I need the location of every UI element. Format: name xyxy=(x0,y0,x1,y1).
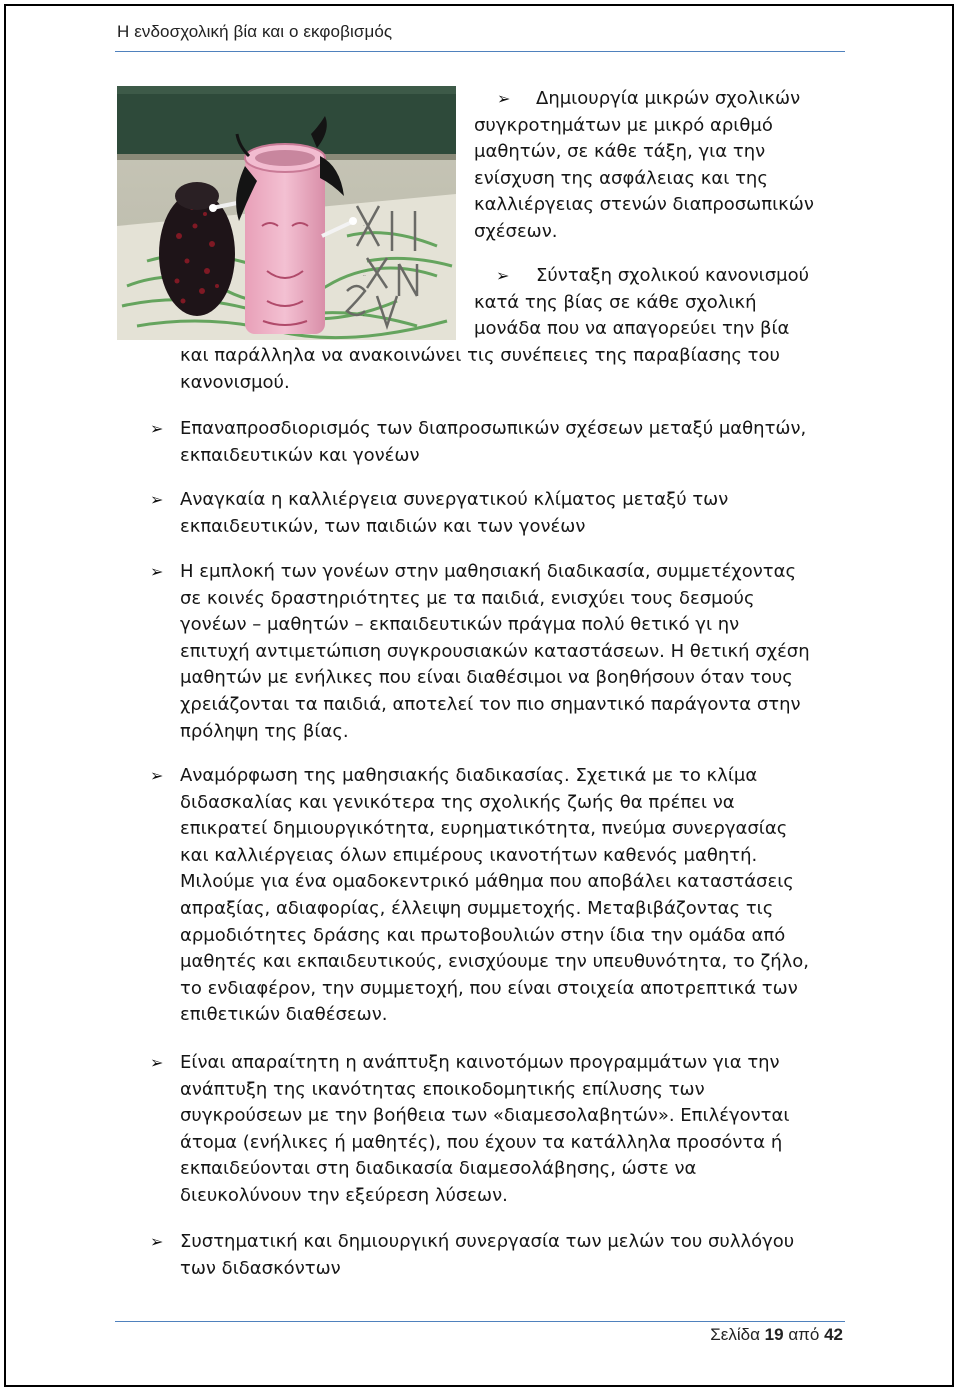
total-pages-number: 42 xyxy=(824,1325,843,1344)
paragraph-cooperative-climate xyxy=(180,487,728,540)
photo-text-2: ΣΤΗΝ xyxy=(363,276,366,277)
paragraph-school-rules-cont xyxy=(180,343,780,396)
bullet-icon: ➢ xyxy=(150,1053,164,1072)
page-footer xyxy=(710,1325,843,1345)
text-line: εκπαιδευτικών και γονέων xyxy=(180,444,420,466)
bullet-icon: ➢ xyxy=(150,419,164,438)
text-line: γονέων – μαθητών – εκπαιδευτικών πράγμα πολύ θετικό γι ην xyxy=(180,614,740,636)
text-line: και παράλληλα να ανακοινώνει τις συνέπειες της παραβίασης του xyxy=(180,345,780,366)
text-line: αρμοδιότητες δράσης και πρωτοβουλιών στην ίδια την ομάδα από xyxy=(180,924,786,946)
text-line: μαθητές και εκπαιδευτικούς, ενισχύουμε την υπευθυνότητα, το ζήλο, xyxy=(180,951,810,973)
photo-text-3: ΒΙΑ xyxy=(363,316,365,317)
paragraph-school-rules xyxy=(474,263,809,343)
text-line: το ενδιαφέρον, την συμμετοχή, που είναι στοιχεία αποτρεπτικά των xyxy=(180,977,798,999)
text-line: συγκρούσεων με την βοήθεια των «διαμεσολαβητών». Επιλέγονται xyxy=(180,1105,790,1127)
text-line: επιθετικών διαθέσεων. xyxy=(180,1004,388,1026)
text-line: Μιλούμε για ένα ομαδοκεντρικό μάθημα που αποβάλει καταστάσεις xyxy=(180,871,794,893)
text-line: Συστηματική και δημιουργική συνεργασία των μελών του συλλόγου xyxy=(180,1231,795,1252)
paragraph-teachers-cooperation xyxy=(180,1229,794,1282)
text-line: επικρατεί δημιουργικότητα, ευρηματικότητα, πνεύμα συνεργασίας xyxy=(180,818,788,840)
text-line: διευκολύνουν την εξεύρεση λύσεων. xyxy=(180,1184,508,1206)
paragraph-small-units xyxy=(474,86,814,246)
header-rule xyxy=(115,51,845,52)
text-line: διδασκαλίας και γενικότερα της σχολικής ζωής θα πρέπει να xyxy=(180,791,735,813)
text-line: των διδασκόντων xyxy=(180,1257,341,1279)
text-line: σχέσεων. xyxy=(474,220,558,242)
bullet-icon: ➢ xyxy=(150,766,164,785)
paragraph-relationships xyxy=(180,416,806,469)
bullet-icon: ➢ xyxy=(150,1232,164,1251)
bullet-icon: ➢ xyxy=(496,266,510,285)
text-line: πρόληψη της βίας. xyxy=(180,720,349,742)
paragraph-learning-reform xyxy=(180,763,809,1029)
footer-rule xyxy=(115,1321,845,1322)
footer-prefix: Σελίδα xyxy=(710,1325,760,1344)
paragraph-parents-involvement xyxy=(180,559,810,745)
text-line: κανονισμού. xyxy=(180,371,290,393)
text-line: Αναμόρφωση της μαθησιακής διαδικασίας. Σχετικά με το κλίμα xyxy=(180,765,758,786)
bullet-icon: ➢ xyxy=(150,562,164,581)
text-line: ενίσχυση της ασφάλειας και της xyxy=(474,167,768,189)
text-line: καλλιέργειας στενών διαπροσωπικών xyxy=(474,194,814,216)
text-line: εκπαιδεύονται στη διαδικασία διαμεσολάβησης, ώστε να xyxy=(180,1158,697,1180)
text-line: μαθητών, σε κάθε τάξη, για την xyxy=(474,141,766,163)
text-line: μαθητών με ενήλικες που είναι διαθέσιμοι να βοηθήσουν όταν τους xyxy=(180,667,793,689)
text-line: χρειάζονται τα παιδιά, αποτελεί τον πιο σημαντικό παράγοντα στην xyxy=(180,693,801,715)
bullet-icon: ➢ xyxy=(150,490,164,509)
text-line: συγκροτημάτων με μικρό αριθμό xyxy=(474,114,773,136)
text-line: απραξίας, αδιαφορίας, έλλειψη συμμετοχής. Μεταβιβάζοντας τις xyxy=(180,897,774,919)
text-line: άτομα (ενήλικες ή μαθητές), που έχουν τα κατάλληλα προσόντα ή xyxy=(180,1131,783,1153)
text-line: και καλλιέργειας όλων επιμέρους ικανοτήτων καθενός μαθητή. xyxy=(180,844,758,866)
paragraph-mediators xyxy=(180,1050,789,1210)
text-line: Δημιουργία μικρών σχολικών xyxy=(536,88,801,109)
footer-middle: από xyxy=(788,1325,820,1344)
text-line: μονάδα που να απαγορεύει την βία xyxy=(474,318,790,340)
bullet-icon: ➢ xyxy=(497,89,511,108)
text-line: Αναγκαία η καλλιέργεια συνεργατικού κλίματος μεταξύ των xyxy=(180,489,729,510)
text-line: εκπαιδευτικών, των παιδιών και των γονέων xyxy=(180,515,586,537)
photo-text-1: ΟΧΙ xyxy=(363,226,365,227)
craft-photo xyxy=(117,86,456,340)
current-page-number: 19 xyxy=(764,1325,784,1344)
text-line: Επαναπροσδιορισμός των διαπροσωπικών σχέσεων μεταξύ μαθητών, xyxy=(180,418,807,439)
text-line: σε κοινές δραστηριότητες με τα παιδιά, ενισχύει τους δεσμούς xyxy=(180,587,755,609)
running-header: Η ενδοσχολική βία και ο εκφοβισμός xyxy=(117,22,393,41)
text-line: Σύνταξη σχολικού κανονισμού xyxy=(536,265,810,286)
text-line: Η εμπλοκή των γονέων στην μαθησιακή διαδικασία, συμμετέχοντας xyxy=(180,561,797,582)
text-line: ανάπτυξη της ικανότητας εποικοδομητικής επίλυσης των xyxy=(180,1078,705,1100)
text-line: κατά της βίας σε κάθε σχολική xyxy=(474,291,757,313)
text-line: Είναι απαραίτητη η ανάπτυξη καινοτόμων προγραμμάτων για την xyxy=(180,1052,780,1073)
text-line: επιτυχή αντιμετώπιση συγκρουσιακών καταστάσεων. Η θετική σχέση xyxy=(180,640,810,662)
